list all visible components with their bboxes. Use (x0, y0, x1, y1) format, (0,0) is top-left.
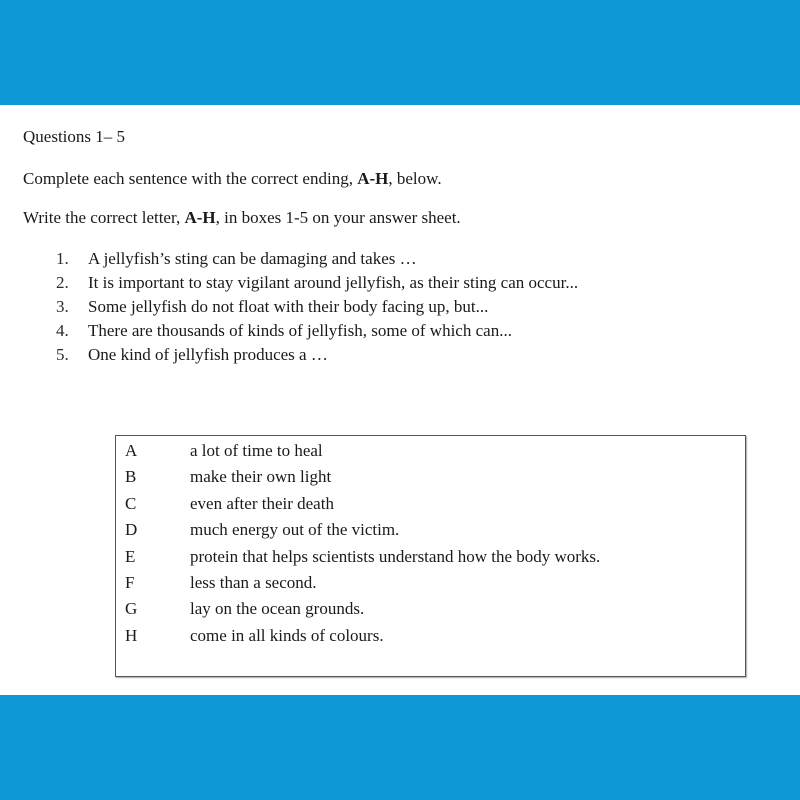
question-text: There are thousands of kinds of jellyfish, some of which can... (88, 321, 512, 340)
question-item (56, 321, 578, 345)
instruction-bold: A-H (184, 208, 216, 227)
ending-letter: G (125, 599, 138, 618)
ending-option (125, 441, 323, 461)
bottom-blue-band (0, 695, 800, 800)
instruction-line-1 (23, 169, 442, 189)
section-title: Questions 1– 5 (23, 127, 125, 146)
ending-letter: B (125, 467, 137, 486)
question-number: 4. (56, 321, 69, 340)
question-text: Some jellyfish do not float with their body facing up, but... (88, 297, 489, 316)
ending-option (125, 547, 600, 567)
question-list (56, 249, 578, 369)
question-number: 2. (56, 273, 69, 292)
ending-text: make their own light (190, 467, 332, 486)
question-text: It is important to stay vigilant around jellyfish, as their sting can occur... (88, 273, 579, 292)
instruction-text: , in boxes 1-5 on your answer sheet. (215, 208, 461, 227)
ending-letter: E (125, 547, 136, 566)
question-text: A jellyfish’s sting can be damaging and takes … (88, 249, 417, 268)
ending-letter: F (125, 573, 135, 592)
ending-text: even after their death (190, 494, 334, 513)
question-number: 1. (56, 249, 69, 268)
question-item (56, 273, 578, 297)
question-item (56, 345, 578, 369)
question-item (56, 297, 578, 321)
ending-text: come in all kinds of colours. (190, 626, 384, 645)
top-blue-band (0, 0, 800, 105)
question-item (56, 249, 578, 273)
ending-letter: A (125, 441, 138, 460)
instruction-text: , below. (388, 169, 442, 188)
ending-option (125, 467, 331, 487)
instruction-text: Write the correct letter, (23, 208, 185, 227)
instruction-text: Complete each sentence with the correct ending, (23, 169, 358, 188)
instruction-bold: A-H (357, 169, 389, 188)
ending-option (125, 520, 399, 540)
question-number: 5. (56, 345, 69, 364)
ending-text: a lot of time to heal (190, 441, 323, 460)
ending-letter: H (125, 626, 138, 645)
ending-letter: D (125, 520, 138, 539)
ending-option (125, 626, 384, 646)
ending-text: protein that helps scientists understand how the body works. (190, 547, 601, 566)
ending-option (125, 599, 364, 619)
ending-option (125, 494, 334, 514)
question-number: 3. (56, 297, 69, 316)
instruction-line-2 (23, 208, 461, 228)
ending-letter: C (125, 494, 137, 513)
ending-text: less than a second. (190, 573, 317, 592)
ending-text: lay on the ocean grounds. (190, 599, 365, 618)
ending-option (125, 573, 317, 593)
question-sheet (0, 105, 800, 695)
ending-text: much energy out of the victim. (190, 520, 400, 539)
question-text: One kind of jellyfish produces a … (88, 345, 328, 364)
endings-box (115, 435, 746, 677)
